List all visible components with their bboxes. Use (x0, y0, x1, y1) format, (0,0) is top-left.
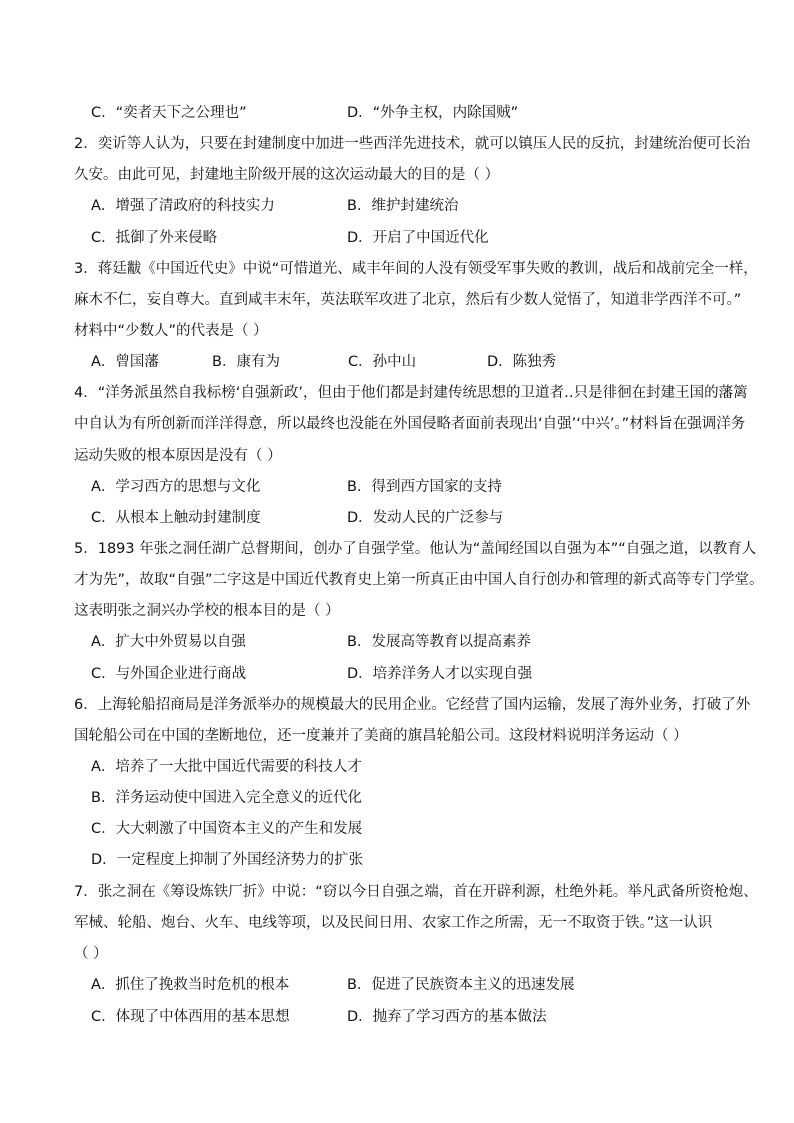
q3-stem-line2: 麻木不仁，妄自尊大。直到咸丰末年，英法联军攻进了北京，然后有少数人觉悟了，知道非学西洋不可。” (74, 292, 742, 308)
q6-stem-line2: 国轮船公司在中国的垄断地位，还一度兼并了美商的旗昌轮船公司。这段材料说明洋务运动（ ） (74, 728, 688, 744)
q7-option-a: A．抓住了挽救当时危机的根本 (91, 977, 290, 993)
q2-option-c: C．抵御了外来侵略 (91, 230, 218, 246)
q2-option-a: A．增强了清政府的科技实力 (91, 198, 275, 214)
q2-option-d: D．开启了中国近代化 (347, 230, 489, 246)
q3-option-a: A．曾国藩 (91, 354, 159, 370)
q5-option-a: A．扩大中外贸易以自强 (91, 634, 246, 650)
q5-option-c: C．与外国企业进行商战 (91, 666, 247, 682)
q4-option-a: A．学习西方的思想与文化 (91, 479, 261, 495)
q5-stem-line1: 5．1893 年张之洞任湖广总督期间，创办了自强学堂。他认为“盖闻经国以自强为本”“自强之道，以教育人 (74, 541, 757, 557)
q5-stem-line3: 这表明张之洞兴办学校的根本目的是（ ） (74, 603, 340, 619)
q1-option-d: D．“外争主权，内除国贼” (347, 105, 519, 121)
q4-stem-line2: 中自认为有所创新而洋洋得意，所以最终也没能在外国侵略者面前表现出‘自强’‘中兴’。”材料旨在强调洋务 (74, 416, 746, 432)
q6-stem-line1: 6．上海轮船招商局是洋务派举办的规模最大的民用企业。它经营了国内运输，发展了海外业务，打破了外 (74, 697, 751, 713)
q2-option-b: B．维护封建统治 (347, 198, 459, 214)
q3-stem-line3: 材料中“少数人”的代表是（ ） (74, 323, 268, 339)
q3-option-d: D．陈独秀 (487, 354, 557, 370)
q5-option-b: B．发展高等教育以提高素养 (347, 634, 531, 650)
q3-option-c: C．孙中山 (348, 354, 417, 370)
q5-stem-line2: 才为先”，故取“自强”二字这是中国近代教育史上第一所真正由中国人自行创办和管理的新式高等专门学堂。 (74, 572, 764, 588)
q7-option-d: D．抛弃了学习西方的基本做法 (347, 1009, 547, 1025)
q4-stem-line1: 4．“洋务派虽然自我标榜‘自强新政’，但由于他们都是封建传统思想的卫道者‥只是徘徊在封建王国的藩篱 (74, 385, 748, 401)
q6-option-a: A．培养了一大批中国近代需要的科技人才 (91, 759, 362, 775)
q5-option-d: D．培养洋务人才以实现自强 (347, 666, 533, 682)
q4-option-b: B．得到西方国家的支持 (347, 479, 502, 495)
q4-option-c: C．从根本上触动封建制度 (91, 510, 261, 526)
q7-stem-line2: 军械、轮船、炮台、火车、电线等项，以及民间日用、农家工作之所需，无一不取资于铁。”这一认识 (74, 915, 713, 931)
q1-option-c: C．“奕者天下之公理也” (91, 105, 247, 121)
q2-stem-line1: 2．奕䜣等人认为，只要在封建制度中加进一些西洋先进技术，就可以镇压人民的反抗，封建统治便可长治 (74, 136, 751, 152)
q4-stem-line3: 运动失败的根本原因是没有（ ） (74, 448, 282, 464)
q3-stem-line1: 3．蒋廷黻《中国近代史》中说“可惜道光、咸丰年间的人没有领受军事失败的教训，战后和战前完全一样， (74, 261, 758, 277)
q4-option-d: D．发动人民的广泛参与 (347, 510, 504, 526)
q7-stem-line3: （ ） (74, 946, 108, 962)
q7-option-b: B．促进了民族资本主义的迅速发展 (347, 977, 575, 993)
q2-stem-line2: 久安。由此可见，封建地主阶级开展的这次运动最大的目的是（ ） (74, 167, 500, 183)
q7-option-c: C．体现了中体西用的基本思想 (91, 1009, 290, 1025)
q6-option-c: C．大大刺激了中国资本主义的产生和发展 (91, 821, 363, 837)
q3-option-b: B．康有为 (212, 354, 280, 370)
q6-option-d: D．一定程度上抑制了外国经济势力的扩张 (91, 852, 364, 868)
q6-option-b: B．洋务运动使中国进入完全意义的近代化 (91, 790, 362, 806)
q7-stem-line1: 7．张之洞在《筹设炼铁厂折》中说：“窃以今日自强之端，首在开辟利源，杜绝外耗。举凡武备所资枪炮、 (74, 884, 758, 900)
